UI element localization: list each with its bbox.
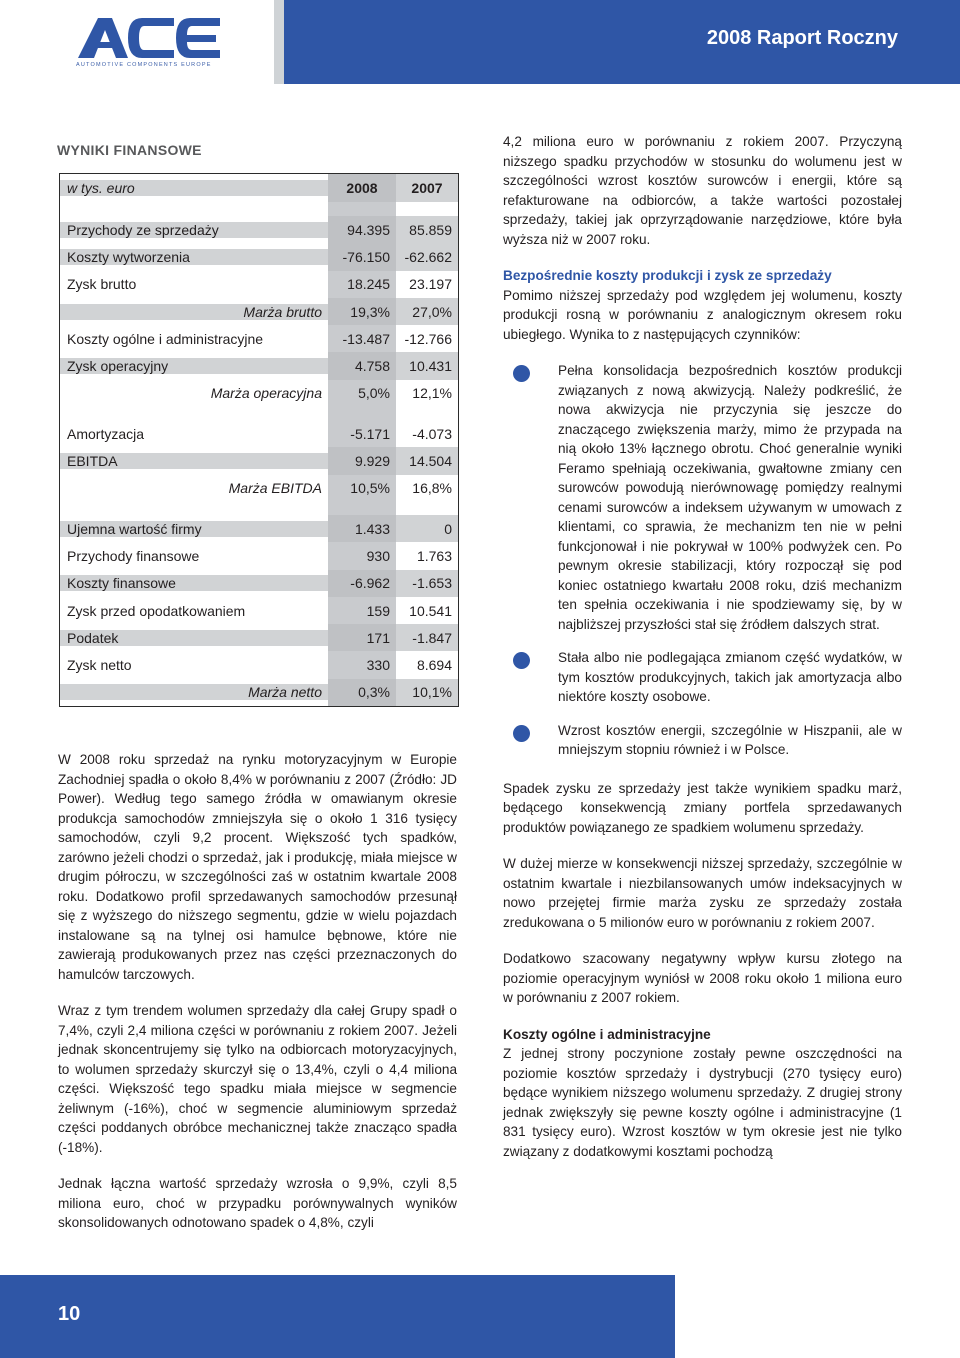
table-row-margin: Marża operacyjna 5,0% 12,1%: [60, 380, 458, 407]
bullet-text: Pełna konsolidacja bezpośrednich kosztów produkcji związanych z nową akwizycją. Należy podkreślić, że nowa akwizycja nie przyczynia się jeszcze do znaczącego zwiększenia marży, mimo że przypada na nią około 13% łącznego obrotu. Choć generalnie wyniki Feramo spełniają oczekiwania, gwałtowne zmiany cen surowców powodują nierównowagę pomiędzy realnymi cenami surowców a indeksem używanym w umowach z klientami, co sprawia, że mechanizm ten nie w pełni funkcjonował i nie pokrywał w 100% podwyżek cen. Po pewnym okresie stabilizacji, który rozpoczął się pod koniec ostatniego kwartału 2008 roku, dziś mechanizm ten spełnia oczekiwania i nie spodziewamy się, by w najbliższej przyszłości stał się źródłem dalszych strat.: [558, 363, 902, 632]
financial-table: [59, 173, 459, 707]
bullet-icon: [513, 365, 530, 382]
bullet-icon: [513, 652, 530, 669]
subheading: Bezpośrednie koszty produkcji i zysk ze sprzedaży: [503, 268, 832, 283]
footer-bar: [0, 1275, 675, 1358]
table-row: Zysk przed opodatkowaniem 159 10.541: [60, 597, 458, 624]
table-row: EBITDA 9.929 14.504: [60, 447, 458, 474]
paragraph: Spadek zysku ze sprzedaży jest także wynikiem spadku marż, będącego konsekwencją zmiany portfela sprzedawanych produktów powiązanego ze spadkiem wolumenu sprzedaży.: [503, 780, 902, 835]
table-row: Przychody finansowe 930 1.763: [60, 542, 458, 569]
table-row-margin: Marża netto 0,3% 10,1%: [60, 679, 458, 706]
logo-subtitle: AUTOMOTIVE COMPONENTS EUROPE: [76, 62, 212, 68]
header-divider: [274, 0, 284, 84]
table-row: Podatek 171 -1.847: [60, 624, 458, 651]
paragraph: W 2008 roku sprzedaż na rynku motoryzacyjnym w Europie Zachodniej spadła o około 8,4% w porównaniu z 2007 (Źródło: JD Power). Według tego samego źródła w omawianym okresie produkcja samochodów zmniejszyła się o około 1 316 tysięcy samochodów, czyli 9,2 procent. Większość tych spadków, zarówno jeżeli chodzi o sprzedaż, jak i produkcję, miała miejsce w drugim półroczu, w szczególności zaś w ostatnim kwartale 2008 roku. Dodatkowo profil sprzedawanych samochodów przesunął się z wyższego do niższego segmentu, gdzie w wielu pojazdach instalowane są na tylnej osi hamulce bębnowe, które nie zawierają produkowanych przez nas części przeznaczonych do hamulców tarczowych.: [58, 752, 457, 982]
paragraph: 4,2 miliona euro w porównaniu z rokiem 2007. Przyczyną niższego spadku przychodów w stosunku do wolumenu jest w szczególności wzrost kosztów surowców i energii, które są refakturowane na odbiorców, a także wartości pozostałej sprzedaży, takiej jak oprzyrządowanie narzędziowe, które była wyższa niż w 2007 roku.: [503, 134, 902, 247]
paragraph: Pomimo niższej sprzedaży pod względem jej wolumenu, koszty produkcji rosną w porównaniu z analogicznym okresem roku ubiegłego. Wynika to z następujących czynników:: [503, 287, 902, 342]
table-row: Koszty wytworzenia -76.150 -62.662: [60, 243, 458, 270]
bullet-text: Stała albo nie podlegająca zmianom część wydatków, w tym kosztów produkcyjnych, takich jak amortyzacja albo niektóre koszty osobowe.: [558, 650, 902, 704]
table-row: Przychody ze sprzedaży 94.395 85.859: [60, 216, 458, 243]
right-column: [503, 132, 902, 1178]
header-banner: [284, 0, 960, 84]
bullet-icon: [513, 725, 530, 742]
paragraph: Wraz z tym trendem wolumen sprzedaży dla całej Grupy spadł o 7,4%, czyli 2,4 miliona części w porównaniu z rokiem 2007. Jeżeli jednak skoncentrujemy się tylko na odbiorcach motoryzacyjnych, to wolumen sprzedaży skurczył się o 13,4%, czyli o 4,4 miliona części. Większość tego spadku miała miejsce w segmencie żeliwnym (-16%), choć w segmencie aluminiowym sprzedaż części poddanych obróbce mechanicznej także znacząco spadła (-18%).: [58, 1003, 457, 1155]
bullet-item: [503, 361, 902, 634]
paragraph: Jednak łączna wartość sprzedaży wzrosła o 9,9%, czyli 8,5 miliona euro, choć w przypadku porównywalnych wyników skonsolidowanych odnotowano spadek o 4,8%, czyli: [58, 1176, 457, 1230]
paragraph: Dodatkowo szacowany negatywny wpływ kursu złotego na poziomie operacyjnym wyniósł w 2008 roku około 1 miliona euro w porównaniu z 2007 rokiem.: [503, 951, 902, 1005]
section-title: WYNIKI FINANSOWE: [57, 142, 202, 158]
table-row-margin: Marża brutto 19,3% 27,0%: [60, 298, 458, 325]
spacer-row: [60, 202, 458, 216]
column-header-2007: 2007: [396, 174, 458, 202]
report-title: 2008 Raport Roczny: [706, 27, 898, 49]
spacer-row: [60, 407, 458, 420]
page-number: 10: [58, 1303, 81, 1325]
ace-logo: [76, 14, 222, 60]
bullet-item: [503, 648, 902, 707]
left-column: [58, 750, 457, 1250]
table-header-row: [60, 174, 458, 202]
bullet-text: Wzrost kosztów energii, szczególnie w Hiszpanii, ale w mniejszym stopniu również i w Polsce.: [558, 722, 902, 757]
paragraph: Z jednej strony poczynione zostały pewne oszczędności na poziomie kosztów sprzedaży i dystrybucji (270 tysięcy euro) będące wynikiem niższego wolumenu sprzedaży. Z drugiej strony jednak zwiększyły się pewne koszty ogólne i administracyjne (1 831 tysięcy euro). Wzrost kosztów w tym okresie jest nie tylko związany z dodatkowymi kosztami pochodzą: [503, 1046, 902, 1159]
table-row: Zysk operacyjny 4.758 10.431: [60, 352, 458, 379]
table-row: Koszty finansowe -6.962 -1.653: [60, 570, 458, 597]
table-row: Koszty ogólne i administracyjne -13.487 -12.766: [60, 325, 458, 352]
table-row: Zysk netto 330 8.694: [60, 651, 458, 678]
bullet-item: [503, 721, 902, 760]
unit-label: w tys. euro: [60, 180, 328, 196]
paragraph: W dużej mierze w konsekwencji niższej sprzedaży, szczególnie w ostatnim kwartale i niezbilansowanych umów indeksacyjnych w nowo przejętej firmie marża zysku ze sprzedaży została zredukowana o 5 milionów euro w porównaniu z rokiem 2007.: [503, 856, 902, 930]
table-row: Amortyzacja -5.171 -4.073: [60, 420, 458, 447]
table-row: Zysk brutto 18.245 23.197: [60, 271, 458, 298]
spacer-row: [60, 502, 458, 515]
table-row: Ujemna wartość firmy 1.433 0: [60, 515, 458, 542]
table-row-margin: Marża EBITDA 10,5% 16,8%: [60, 475, 458, 502]
column-header-2008: 2008: [328, 174, 396, 202]
subheading: Koszty ogólne i administracyjne: [503, 1026, 711, 1042]
logo-area: [0, 0, 274, 100]
